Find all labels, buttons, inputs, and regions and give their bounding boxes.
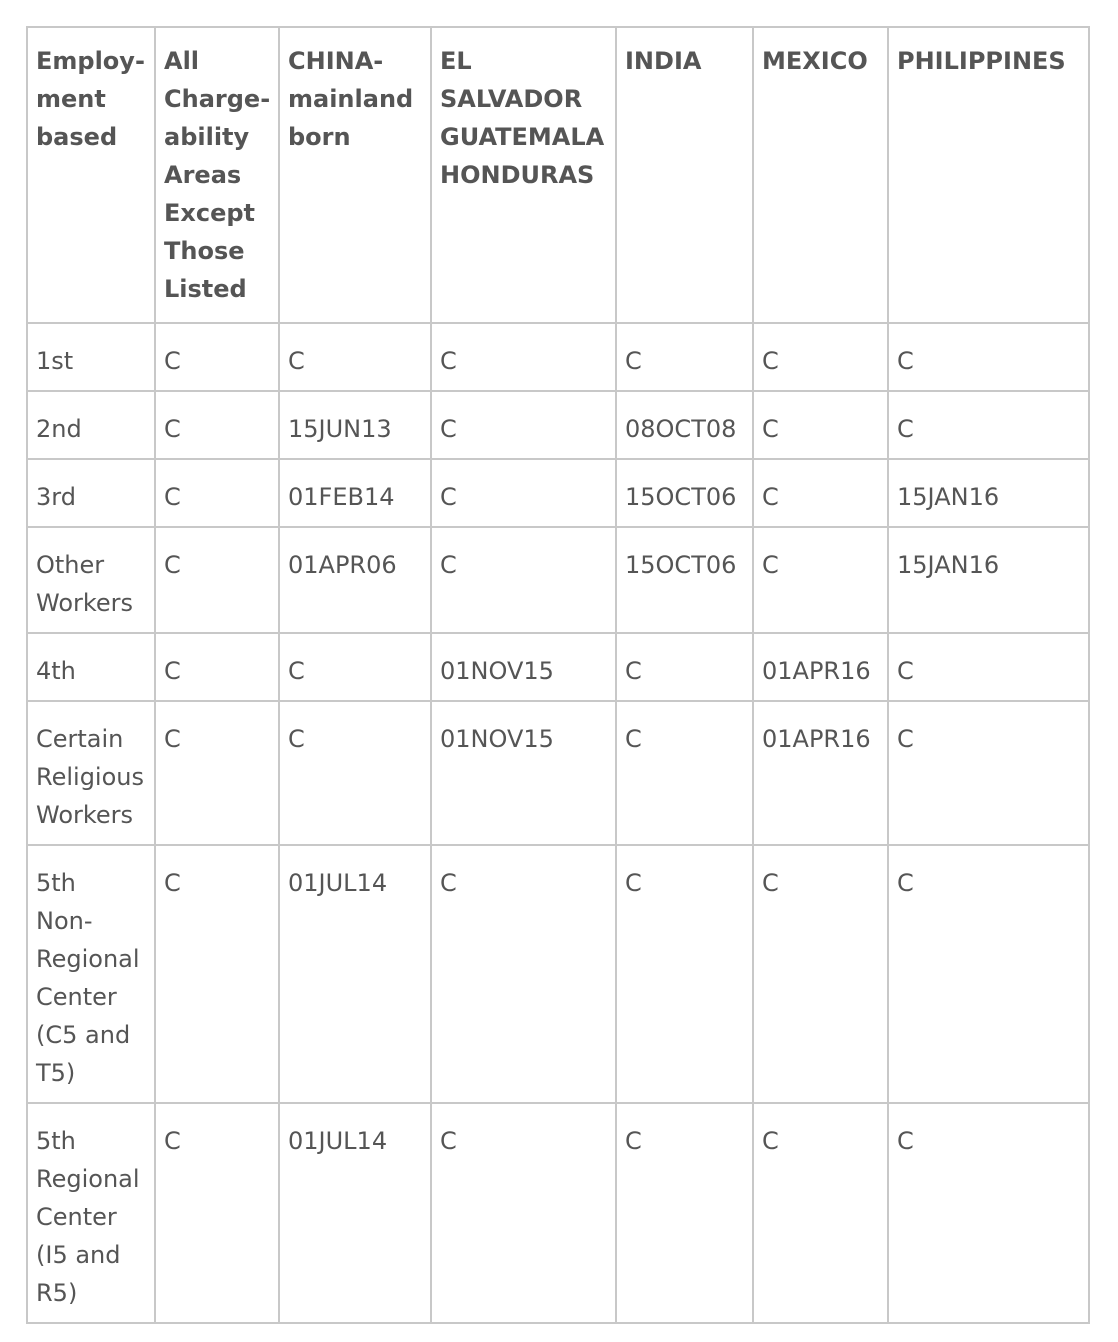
table-cell: C	[616, 323, 753, 391]
table-cell: C	[155, 1103, 279, 1323]
table-row	[27, 391, 1089, 459]
row-label: 5th Regional Center (I5 and R5)	[27, 1103, 155, 1323]
table-row	[27, 459, 1089, 527]
table-cell: C	[279, 323, 431, 391]
table-cell: C	[753, 459, 888, 527]
table-cell: C	[431, 845, 616, 1103]
table-cell: C	[753, 391, 888, 459]
table-cell: C	[155, 323, 279, 391]
table-cell: 15JAN16	[888, 527, 1089, 633]
table-cell: C	[431, 527, 616, 633]
table-cell: C	[888, 701, 1089, 845]
table-cell: 15OCT06	[616, 527, 753, 633]
table-cell: 01APR16	[753, 633, 888, 701]
row-label: 3rd	[27, 459, 155, 527]
row-label: 4th	[27, 633, 155, 701]
table-cell: C	[155, 459, 279, 527]
table-row	[27, 1103, 1089, 1323]
header-el-salvador-guatemala-honduras: EL SALVADOR GUATEMALA HONDURAS	[431, 27, 616, 323]
visa-bulletin-table	[26, 26, 1090, 1324]
row-label: 1st	[27, 323, 155, 391]
table-cell: C	[431, 391, 616, 459]
table-cell: 08OCT08	[616, 391, 753, 459]
table-cell: C	[155, 391, 279, 459]
table-cell: C	[279, 701, 431, 845]
table-cell: C	[431, 459, 616, 527]
table-cell: C	[753, 527, 888, 633]
table-cell: C	[155, 701, 279, 845]
table-cell: C	[888, 633, 1089, 701]
table-row	[27, 845, 1089, 1103]
table-cell: 01NOV15	[431, 633, 616, 701]
table-cell: C	[888, 323, 1089, 391]
header-mexico: MEXICO	[753, 27, 888, 323]
table-cell: C	[431, 1103, 616, 1323]
table-cell: C	[155, 633, 279, 701]
table-cell: 01JUL14	[279, 1103, 431, 1323]
table-cell: C	[616, 633, 753, 701]
table-cell: C	[888, 391, 1089, 459]
table-cell: 01APR16	[753, 701, 888, 845]
table-header-row	[27, 27, 1089, 323]
table-cell: 15JAN16	[888, 459, 1089, 527]
row-label: Other Workers	[27, 527, 155, 633]
table-cell: C	[616, 845, 753, 1103]
table-cell: C	[616, 1103, 753, 1323]
table-cell: C	[753, 845, 888, 1103]
table-cell: 15JUN13	[279, 391, 431, 459]
header-india: INDIA	[616, 27, 753, 323]
table-row	[27, 633, 1089, 701]
table-cell: 01FEB14	[279, 459, 431, 527]
table-cell: C	[753, 323, 888, 391]
header-philippines: PHILIPPINES	[888, 27, 1089, 323]
row-label: 5th Non- Regional Center (C5 and T5)	[27, 845, 155, 1103]
row-label: 2nd	[27, 391, 155, 459]
table-cell: C	[888, 845, 1089, 1103]
table-cell: 15OCT06	[616, 459, 753, 527]
table-cell: C	[888, 1103, 1089, 1323]
table-cell: 01NOV15	[431, 701, 616, 845]
header-all-chargeability: All Charge- ability Areas Except Those Listed	[155, 27, 279, 323]
row-label: Certain Religious Workers	[27, 701, 155, 845]
table-row	[27, 323, 1089, 391]
header-china: CHINA- mainland born	[279, 27, 431, 323]
table-cell: C	[155, 527, 279, 633]
table-row	[27, 527, 1089, 633]
table-cell: 01JUL14	[279, 845, 431, 1103]
table-cell: C	[753, 1103, 888, 1323]
table-cell: 01APR06	[279, 527, 431, 633]
header-employment-based: Employ- ment based	[27, 27, 155, 323]
table-cell: C	[155, 845, 279, 1103]
table-cell: C	[279, 633, 431, 701]
table-row	[27, 701, 1089, 845]
table-cell: C	[431, 323, 616, 391]
table-cell: C	[616, 701, 753, 845]
